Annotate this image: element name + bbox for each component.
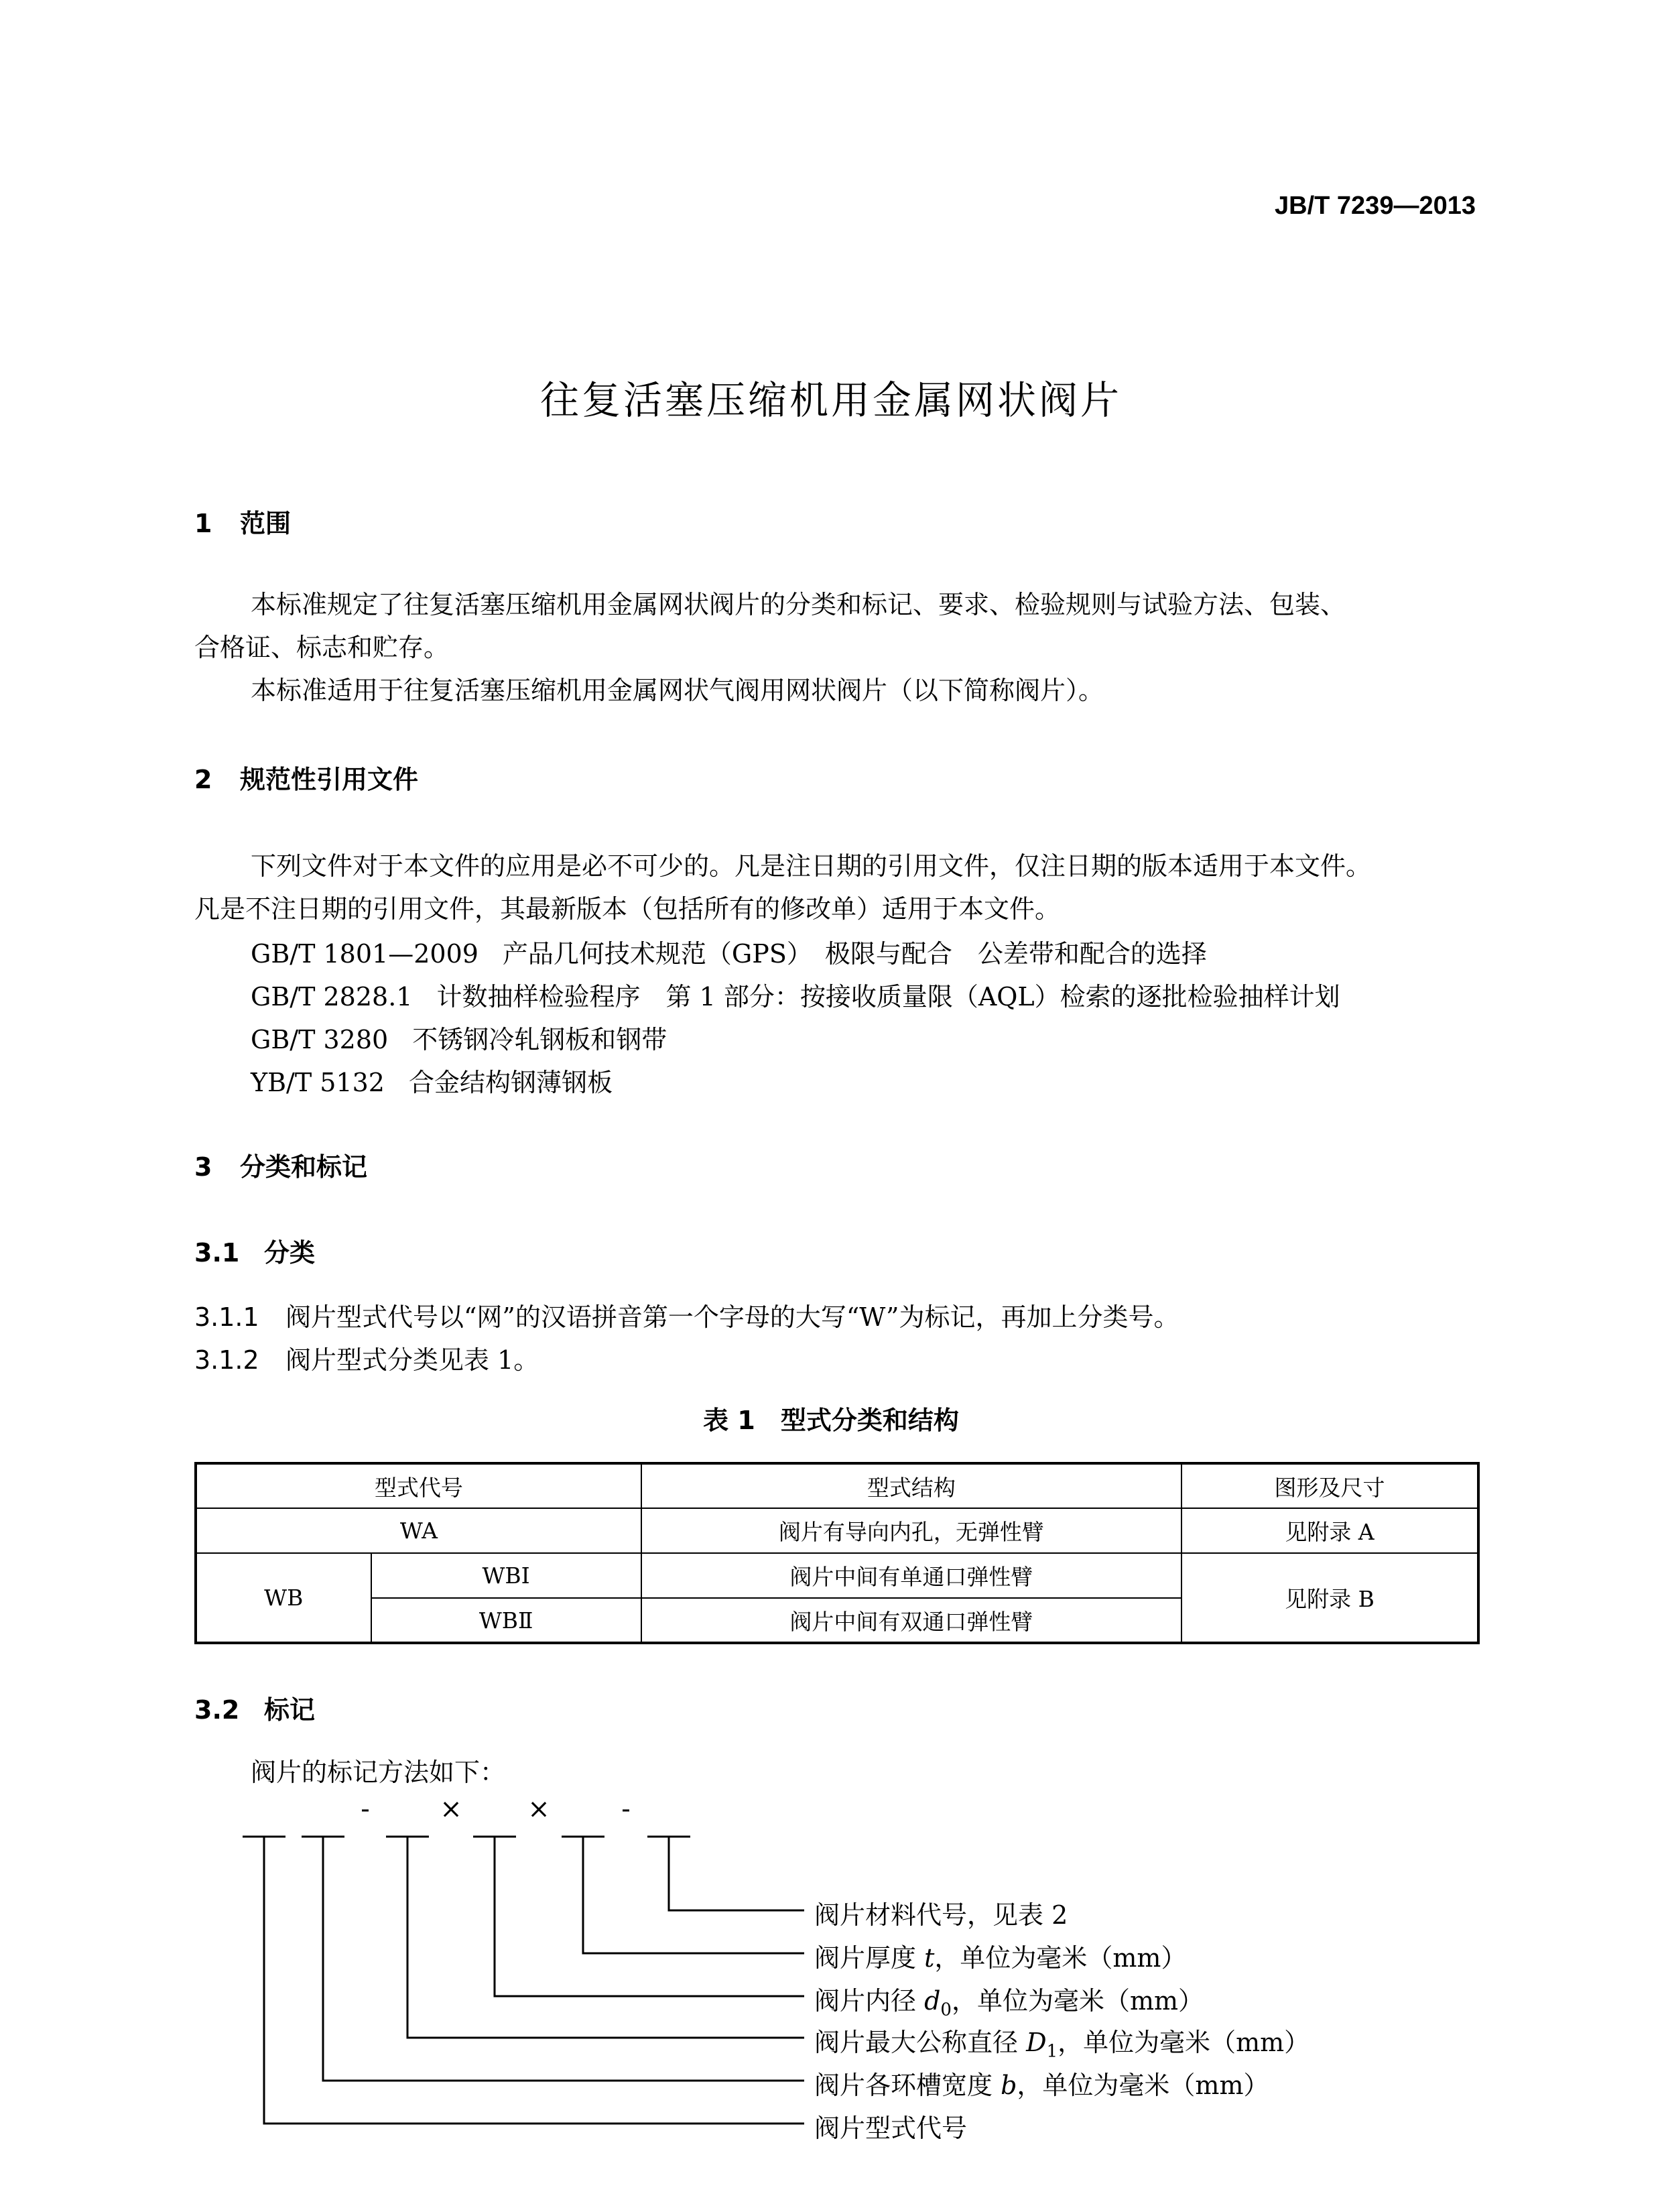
label-text: 阀片厚度 [814,1943,925,1973]
section-title: 范围 [240,509,292,538]
leader-outer-diameter [407,1837,804,2038]
table-cell: WBⅡ [371,1598,641,1643]
symbol: d [924,1986,941,2016]
column-header: 图形及尺寸 [1181,1463,1478,1508]
section-title: 分类和标记 [240,1152,368,1182]
clause-number: 3.1.2 [194,1345,259,1375]
table-cell: 见附录 B [1181,1553,1478,1643]
subsection-number: 3.2 [194,1695,240,1725]
leader-inner-diameter [495,1837,804,1996]
reference-title: 不锈钢冷轧钢板和钢带 [412,1025,667,1054]
table-cell: 见附录 A [1181,1508,1478,1553]
subsection-number: 3.1 [194,1238,240,1268]
table-cell: 阀片中间有单通口弹性臂 [641,1553,1181,1598]
paragraph-line: 本标准适用于往复活塞压缩机用金属网状气阀用网状阀片（以下简称阀片）。 [251,676,1104,705]
paragraph-line: 凡是不注日期的引用文件，其最新版本（包括所有的修改单）适用于本文件。 [194,894,1061,924]
paragraph-line: 本标准规定了往复活塞压缩机用金属网状阀片的分类和标记、要求、检验规则与试验方法、包装、 [251,590,1346,619]
clause-text: 阀片型式分类见表 1。 [285,1345,539,1375]
document-title: 往复活塞压缩机用金属网状阀片 [539,377,1122,423]
clause-number: 3.1.1 [194,1302,259,1332]
separator-times: × [527,1794,550,1825]
symbol-subscript: 1 [1046,2041,1058,2062]
subsection-title: 分类 [264,1238,316,1268]
section-number: 2 [194,765,212,794]
separator-hyphen: - [361,1794,370,1825]
section-number: 3 [194,1152,212,1182]
table-cell: WA [196,1508,641,1553]
paragraph-line: 下列文件对于本文件的应用是必不可少的。凡是注日期的引用文件，仅注日期的版本适用于本文件。 [251,851,1372,881]
symbol: t [924,1943,935,1973]
label-text: 阀片最大公称直径 [814,2028,1027,2057]
label-outer-diameter [814,2022,1309,2062]
paragraph-line: 合格证、标志和贮存。 [194,633,450,662]
reference-title: 计数抽样检验程序 第 1 部分：按接收质量限（AQL）检索的逐批检验抽样计划 [436,982,1340,1011]
column-header: 型式代号 [196,1463,641,1508]
reference-title: 产品几何技术规范（GPS） 极限与配合 公差带和配合的选择 [502,939,1207,969]
table-cell: 阀片中间有双通口弹性臂 [641,1598,1181,1643]
leader-groove-width [323,1837,804,2081]
label-text: 阀片内径 [814,1986,925,2016]
separator-hyphen: - [621,1794,631,1825]
reference-code: GB/T 3280 [251,1025,389,1054]
table-caption: 表 1 型式分类和结构 [703,1406,959,1435]
label-text: ，单位为毫米（mm） [934,1943,1187,1973]
reference-title: 合金结构钢薄钢板 [408,1068,613,1097]
label-text: ，单位为毫米（mm） [1017,2071,1269,2100]
label-inner-diameter [814,1980,1204,2020]
section-title: 规范性引用文件 [240,765,419,794]
column-header: 型式结构 [641,1463,1181,1508]
symbol: D [1026,2028,1047,2057]
leader-thickness [583,1837,804,1953]
reference-code: GB/T 1801—2009 [251,939,478,969]
standard-number: JB/T 7239—2013 [1275,192,1476,220]
section-number: 1 [194,509,212,538]
label-text: ，单位为毫米（mm） [1058,2028,1310,2057]
label-material-code: 阀片材料代号，见表 2 [814,1900,1068,1930]
label-type-code: 阀片型式代号 [814,2113,968,2143]
reference-code: YB/T 5132 [251,1068,385,1097]
leader-material [669,1837,804,1910]
symbol-subscript: 0 [940,2000,952,2020]
table-cell: WBⅠ [371,1553,641,1598]
reference-code: GB/T 2828.1 [251,982,413,1011]
separator-times: × [440,1794,462,1825]
clause-text: 阀片型式代号以“网”的汉语拼音第一个字母的大写“W”为标记，再加上分类号。 [285,1302,1179,1332]
table-cell: 阀片有导向内孔，无弹性臂 [641,1508,1181,1553]
table-cell: WB [196,1553,371,1643]
label-thickness [814,1937,1186,1974]
label-groove-width [814,2065,1269,2101]
subsection-title: 标记 [264,1695,316,1725]
label-text: ，单位为毫米（mm） [951,1986,1204,2016]
symbol: b [1001,2071,1017,2100]
marking-intro: 阀片的标记方法如下： [251,1758,506,1787]
diagram-lines [243,1837,804,2124]
label-text: 阀片各环槽宽度 [814,2071,1001,2100]
